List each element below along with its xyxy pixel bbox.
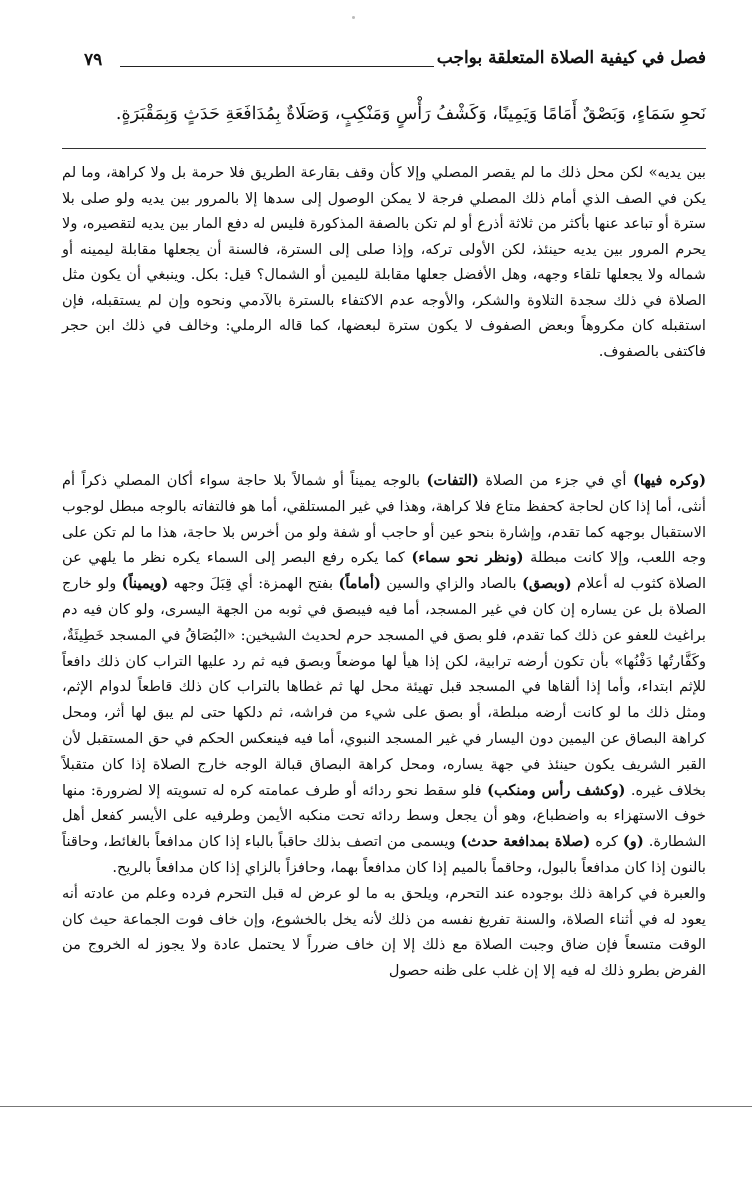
keyword-mudafaa: (صلاة بمدافعة حدث) bbox=[460, 833, 591, 851]
keyword-wa: (و) bbox=[622, 833, 644, 851]
keyword-iltifat: (التفات) bbox=[426, 472, 479, 489]
header-rule bbox=[120, 66, 434, 67]
commentary-paragraph-2: والعبرة في كراهة ذلك بوجوده عند التحرم، ويلحق به ما لو عرض له قبل التحرم فرده وعلم من عادته أنه يعود له في أثناء الصلاة، والسنة تفريغ نفسه من ذلك لأنه يخل بالخشوع، وإن خاف فوت الجماعة حيث كان الوقت متسعاً فإن ضاق وجبت الصلاة مع ذلك إلا إن خاف ضرراً لا يحتمل عادة ولا يجوز له الخروج من الفرض بطرو ذلك له فيه إلا إن غلب على ظنه حصول bbox=[62, 884, 706, 980]
matn-text: نَحوِ سَمَاءٍ، وَبَصْقٌ أَمَامًا وَيَمِينًا، وَكَشْفُ رَأْسٍ وَمَنْكِبٍ، وَصَلَاةٌ بِمُدَافَعَةِ حَدَثٍ وَبِمَقْبَرَةٍ. bbox=[115, 104, 706, 124]
keyword-nazar: (ونظر نحو سماء) bbox=[411, 549, 524, 567]
commentary bbox=[62, 468, 706, 984]
keyword-kashf: (وكشف رأس ومنكب) bbox=[487, 781, 626, 799]
keyword-yaminan: (ويميناً) bbox=[121, 575, 169, 593]
keyword-makruh: (وكره فيها) bbox=[632, 472, 707, 489]
scan-speck bbox=[352, 16, 355, 19]
header-title: فصل في كيفية الصلاة المتعلقة بواجب bbox=[436, 48, 706, 68]
commentary-paragraph-1: (وكره فيها) أي في جزء من الصلاة (التفات) بالوجه يميناً أو شمالاً بلا حاجة سواء أكان المصلي ذكراً أم أنثى، أما إذا كان لحاجة كحفظ متاع فلا كراهة، وهذا في غير المستلقي، أما هو فالتفاته بالوجه مبطل لوجوب الاستقبال بوجهه كما تقدم، وإشارة بنحو عين أو حاجب أو شفة ولو من أخرس بلا حاجة، هذا ما لم تكن على وجه اللعب، وإلا كانت مبطلة (ونظر نحو سماء) كما يكره رفع البصر إلى السماء يكره نظر ما يلهي عن الصلاة كثوب له أعلام (وبصق) بالصاد والزاي والسين (أماماً) بفتح الهمزة: أي قِبَلَ وجهه (ويميناً) ولو خارج الصلاة بل عن يساره إن كان في غير المسجد، أما فيه فيبصق في ثوبه من الجهة اليسرى، ولو كان فيه دم براغيث للعفو عن ذلك كما تقدم، فلو بصق في المسجد حرم لحديث الشيخين: «البُصَاقُ في المسجد خَطِيئَةٌ، وكَفَّارتُها دَفْنُها» بأن تكون أرضه ترابية، لكن إذا هيأ لها موضعاً وبصق فيه ثم رد عليها التراب كان ذلك دافعاً للإثم ابتداء، وأما إذا ألقاها في المسجد قبل تهيئة محل لها ثم غطاها بالتراب كان ذلك قاطعاً لدوام الإثم، ومثل ذلك ما لو كانت أرضه مبلطة، أو بصق على شيء من فراشه، ثم دلكها حتى لم يبق لها أثر، ومحل كراهة البصاق عن اليمين دون اليسار في غير المسجد النبوي، أما فيه فينعكس الحكم في حق المستقبل لأن القبر الشريف يكون حينئذ في جهة يساره، ومحل كراهة البصاق قبالة الوجه خارج الصلاة إذا كان متقبلاً بخلاف غيره. (وكشف رأس ومنكب) فلو سقط نحو ردائه أو طرف عمامته كره له تسويته إلا لضرورة: منها خوف الاستهزاء به واضطباع، وهو أن يجعل وسط ردائه تحت منكبه الأيمن وطرفيه على الأيسر كفعل أهل الشطارة. (و) كره (صلاة بمدافعة حدث) ويسمى من اتصف بذلك حاقباً بالباء إذا كان مدافعاً بالغائط، وحاقناً بالنون إذا كان مدافعاً بالبول، وحاقماً بالميم إذا كان مدافعاً بهما، وحافزاً بالزاي إذا كان مدافعاً بالريح. bbox=[62, 472, 707, 876]
footnote-text: بين يديه» لكن محل ذلك ما لم يقصر المصلي وإلا كأن وقف بقارعة الطريق فلا حرمة بل ولا كراهة، وما لم يكن في الصف الذي أمام ذلك المصلي فرجة لا يمكن الوصول إلى سدها إلا بالمرور بين يديه ولو صلى بلا سترة أو تباعد عنها بأكثر من ثلاثة أذرع أو لم تكن بالصفة المذكورة فليس له دفع المار بين يديه لتقصيره، ولا يحرم المرور بين يديه حينئذ، لكن الأولى تركه، وإذا صلى إلى السترة، فالسنة أن يجعلها مقابلة ليمينه أو شماله ولا يجعلها تلقاء وجهه، وهل الأفضل جعلها مقابلة لليمين أو الشمال؟ قيل: بكل. وينبغي أن يكون مثل الصلاة في ذلك سجدة التلاوة والشكر، والأوجه عدم الاكتفاء بالسترة بالآدمي ونحوه وإن لم يستقبله، فإن استقبله كان مكروهاً وبعض الصفوف لا يكون سترة لبعضها، كما قاله الرملي: وخالف في ذلك ابن حجر فاكتفى بالصفوف. bbox=[62, 164, 706, 360]
matn-divider bbox=[62, 148, 706, 149]
keyword-basq: (وبصق) bbox=[521, 575, 572, 593]
keyword-amaman: (أماماً) bbox=[338, 575, 381, 593]
running-header bbox=[84, 48, 706, 78]
page-bottom-edge bbox=[0, 1106, 752, 1107]
page-number: ٧٩ bbox=[84, 50, 103, 70]
